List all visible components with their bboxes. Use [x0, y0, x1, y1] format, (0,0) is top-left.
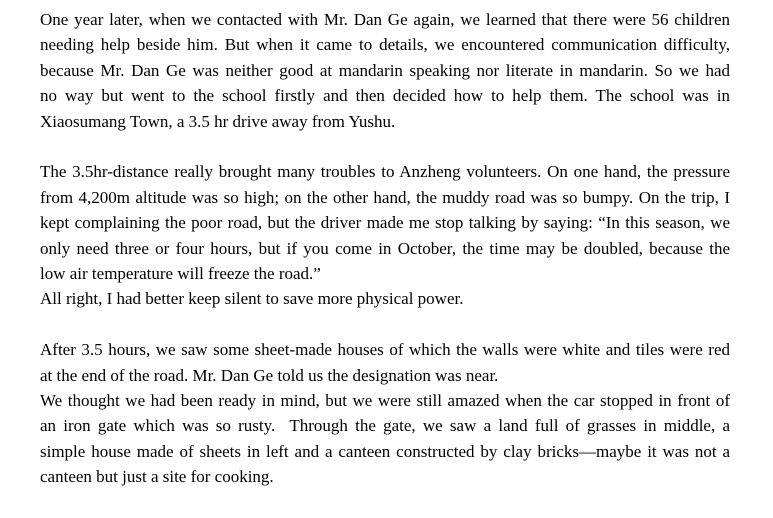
text-line: One year later, when we contacted with Mr. Dan Ge again, we learned that there were 56 children — [40, 10, 730, 29]
text-line: Xiaosumang Town, a 3.5 hr drive away from Yushu. — [40, 111, 396, 131]
text-line: needing help beside him. But when it came to details, we encountered communication difficulty, — [40, 35, 730, 55]
text-line: canteen but just a site for cooking. — [40, 467, 274, 487]
text-line: no way but went to the school firstly and then decided how to help them. The school was in — [40, 86, 730, 106]
text-line: only need three or four hours, but if you come in October, the time may be doubled, because the — [40, 238, 730, 258]
text-line: kept complaining the poor road, but the driver made me stop talking by saying: “In this season, we — [40, 213, 730, 233]
paragraph — [40, 388, 730, 490]
text-line: All right, I had better keep silent to save more physical power. — [40, 289, 464, 309]
text-line: After 3.5 hours, we saw some sheet-made houses of which the walls were white and tiles were red — [40, 340, 730, 360]
text-line: at the end of the road. Mr. Dan Ge told us the designation was near. — [40, 365, 499, 385]
paragraph — [40, 159, 730, 286]
text-line: an iron gate which was so rusty. Through the gate, we saw a land full of grasses in middle, a — [40, 416, 730, 436]
text-line: from 4,200m altitude was so high; on the other hand, the muddy road was so bumpy. On the trip, I — [40, 187, 730, 207]
paragraph-spacer — [40, 134, 730, 159]
paragraph — [40, 286, 730, 311]
text-line: We thought we had been ready in mind, but we were still amazed when the car stopped in front of — [40, 391, 730, 411]
text-line: The 3.5hr-distance really brought many troubles to Anzheng volunteers. On one hand, the pressure — [40, 162, 730, 182]
text-line: simple house made of sheets in left and a canteen constructed by clay bricks—maybe it was not a — [40, 441, 730, 461]
text-line: because Mr. Dan Ge was neither good at mandarin speaking nor literate in mandarin. So we had — [40, 60, 730, 80]
paragraph — [40, 337, 730, 388]
text-line: low air temperature will freeze the road.” — [40, 264, 321, 284]
paragraph — [40, 7, 730, 134]
paragraph-spacer — [40, 312, 730, 337]
